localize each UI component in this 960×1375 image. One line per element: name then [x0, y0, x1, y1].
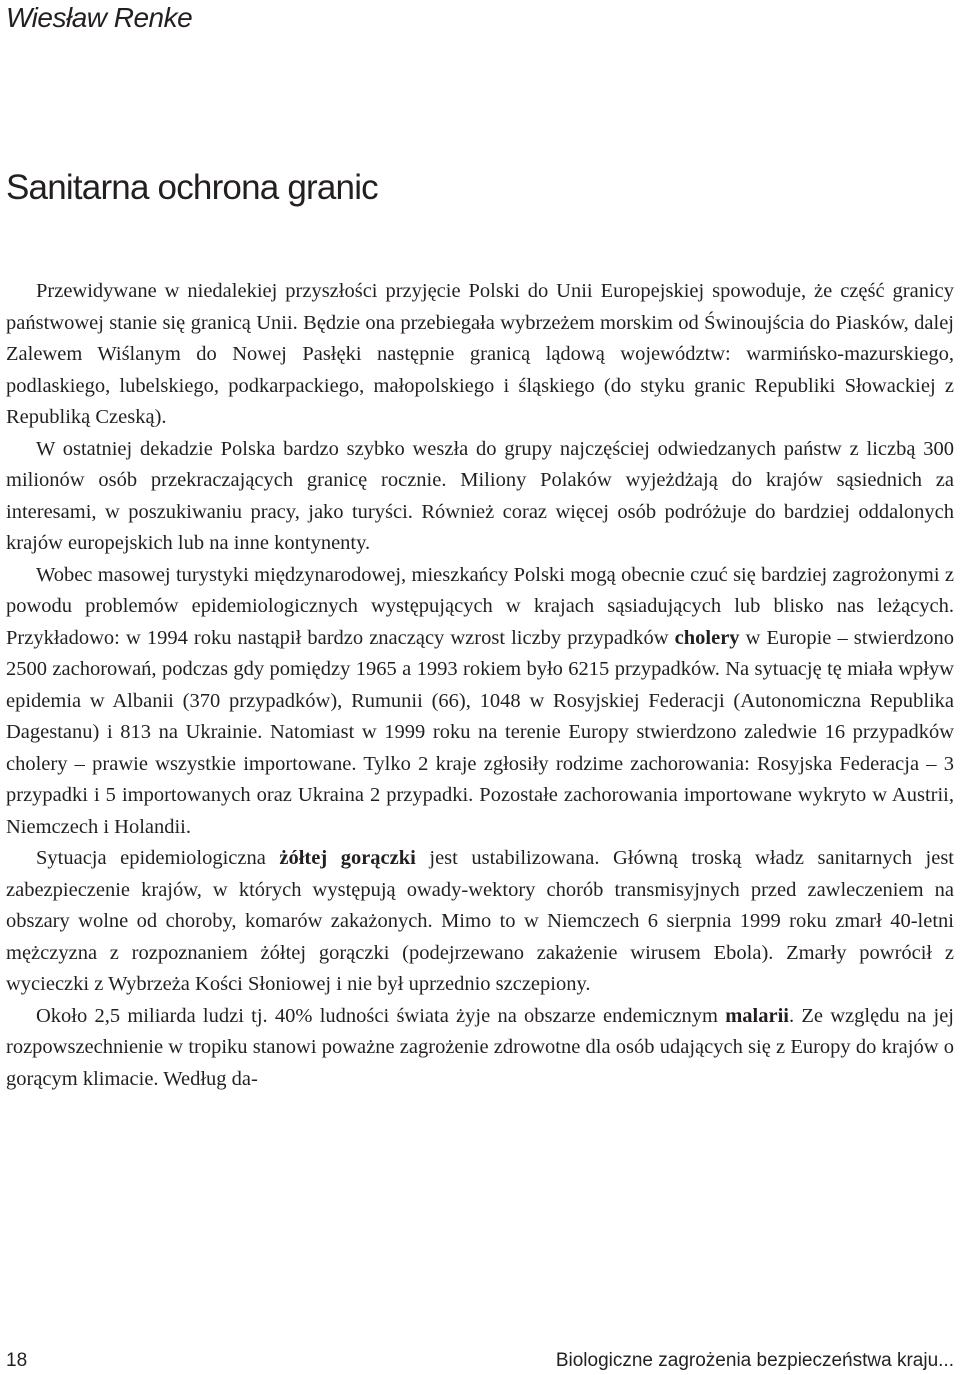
- running-title: Biologiczne zagrożenia bezpieczeństwa kraju...: [555, 1350, 954, 1371]
- paragraph: [6, 1001, 954, 1096]
- body-text: [6, 276, 954, 1095]
- emphasis-malaria: malarii: [725, 1004, 789, 1027]
- paragraph: [6, 560, 954, 844]
- paragraph-text: Około 2,5 miliarda ludzi tj. 40% ludności świata żyje na obszarze endemicznym: [36, 1004, 726, 1027]
- paragraph-text: jest ustabilizowana. Główną troską władz sanitarnych jest zabezpieczenie krajów, w których występują owady-wektory chorób transmisyjnych przed zawleczeniem na obszary wolne od choroby, komarów zakażonych. Mimo to w Niemczech 6 sierpnia 1999 roku zmarł 40-letni mężczyzna z rozpoznaniem żółtej gorączki (podejrzewano zakażenie wirusem Ebola). Zmarły powrócił z wycieczki z Wybrzeża Kości Słoniowej i nie był uprzednio szczepiony.: [6, 847, 954, 995]
- paragraph-text: Sytuacja epidemiologiczna: [36, 847, 280, 869]
- page-footer: [6, 1350, 954, 1372]
- chapter-title: Sanitarna ochrona granic: [6, 168, 378, 207]
- paragraph: Przewidywane w niedalekiej przyszłości przyjęcie Polski do Unii Europejskiej spowoduje, że część granicy państwowej stanie się granicą Unii. Będzie ona przebiegała wybrzeżem morskim od Świnoujścia do Piasków, dalej Zalewem Wiślanym do Nowej Pasłęki następnie granicą lądową województw: warmińsko-mazurskiego, podlaskiego, lubelskiego, podkarpackiego, małopolskiego i śląskiego (do styku granic Republiki Słowackiej z Republiką Czeską).: [6, 280, 954, 428]
- paragraph-text: Wobec masowej turystyki międzynarodowej, mieszkańcy Polski mogą obecnie czuć się bardziej zagrożonymi z powodu problemów epidemiologicznych występujących w krajach sąsiadujących lub blisko nas leżących. Przykładowo: w 1994 roku nastąpił bardzo znaczący wzrost liczby przypadków: [6, 563, 954, 649]
- author-name: Wiesław Renke: [6, 2, 193, 33]
- emphasis-cholera: cholery: [674, 626, 740, 649]
- emphasis-yellow-fever: żółtej gorączki: [279, 847, 416, 869]
- paragraph-text: w Europie – stwierdzono 2500 zachorowań, podczas gdy pomiędzy 1965 a 1993 rokiem było 6215 przypadków. Na sytuację tę miała wpływ epidemia w Albanii (370 przypadków), Rumunii (66), 1048 w Rosyjskiej Federacji (Autonomiczna Republika Dagestanu) i 813 na Ukrainie. Natomiast w 1999 roku na terenie Europy stwierdzono zaledwie 16 przypadków cholery – prawie wszystkie importowane. Tylko 2 kraje zgłosiły rodzime zachorowania: Rosyjska Federacja – 3 przypadki i 5 importowanych oraz Ukraina 2 przypadki. Pozostałe zachorowania importowane wykryto w Austrii, Niemczech i Holandii.: [6, 626, 954, 838]
- paragraph-text: . Ze względu na jej rozpowszechnienie w tropiku stanowi poważne zagrożenie zdrowotne dla osób udających się z Europy do krajów o gorącym klimacie. Według da-: [6, 1004, 954, 1090]
- page-number: 18: [6, 1350, 28, 1371]
- paragraph: [6, 843, 954, 1001]
- paragraph: W ostatniej dekadzie Polska bardzo szybko weszła do grupy najczęściej odwiedzanych państw z liczbą 300 milionów osób przekraczających granicę rocznie. Miliony Polaków wyjeżdżają do krajów sąsiednich za interesami, w poszukiwaniu pracy, jako turyści. Również coraz więcej osób podróżuje do bardziej oddalonych krajów europejskich lub na inne kontynenty.: [6, 437, 954, 554]
